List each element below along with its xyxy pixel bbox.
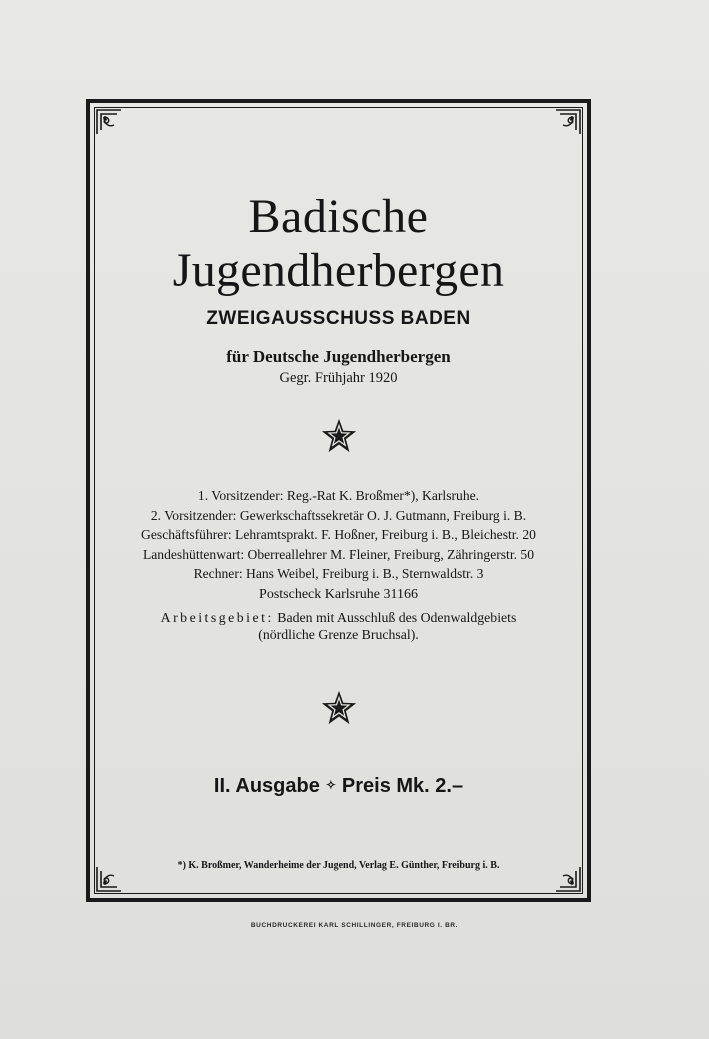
corner-ornament-icon xyxy=(95,865,123,893)
ornamental-border-frame xyxy=(86,99,591,902)
officer-line: Rechner: Hans Weibel, Freiburg i. B., Sternwaldstr. 3 xyxy=(193,566,484,582)
separator-ornament: ✧ xyxy=(325,778,336,792)
edition-price-line xyxy=(90,775,587,798)
work-area-note: (nördliche Grenze Bruchsal). xyxy=(258,627,419,642)
title-line-2: Jugendherbergen xyxy=(172,244,505,297)
officer-line: 2. Vorsitzender: Gewerkschaftssekretär O. J. Gutmann, Freiburg i. B. xyxy=(150,507,527,523)
footnote: *) K. Broßmer, Wanderheime der Jugend, Verlag E. Günther, Freiburg i. B. xyxy=(177,860,500,871)
corner-ornament-icon xyxy=(554,108,582,136)
officer-line: 1. Vorsitzender: Reg.-Rat K. Broßmer*), Karlsruhe. xyxy=(197,488,480,503)
officers-list xyxy=(90,486,587,584)
printer-imprint: BUCHDRUCKEREI KARL SCHILLINGER, FREIBURG I. BR. xyxy=(250,922,459,929)
star-icon xyxy=(320,689,358,727)
postscheck-line: Postscheck Karlsruhe 31166 xyxy=(259,587,418,602)
edition-label: II. Ausgabe xyxy=(213,775,320,797)
corner-ornament-icon xyxy=(554,865,582,893)
corner-ornament-icon xyxy=(95,108,123,136)
star-icon xyxy=(320,417,358,455)
work-area-text: Baden mit Ausschluß des Odenwaldgebiets xyxy=(277,610,517,625)
title-line-1: Badische xyxy=(248,190,429,243)
officer-line: Geschäftsführer: Lehramtsprakt. F. Hoßner, Freiburg i. B., Bleichestr. 20 xyxy=(141,527,536,543)
organization-line: für Deutsche Jugendherbergen xyxy=(226,347,451,366)
work-area-block xyxy=(90,609,587,643)
subtitle: ZWEIGAUSSCHUSS BADEN xyxy=(206,308,471,329)
officer-line: Landeshüttenwart: Oberreallehrer M. Fleiner, Freiburg, Zähringerstr. 50 xyxy=(142,546,535,562)
founded-line: Gegr. Frühjahr 1920 xyxy=(279,370,398,386)
work-area-label: Arbeitsgebiet: xyxy=(160,610,274,625)
price-label: Preis Mk. 2.– xyxy=(341,775,464,797)
